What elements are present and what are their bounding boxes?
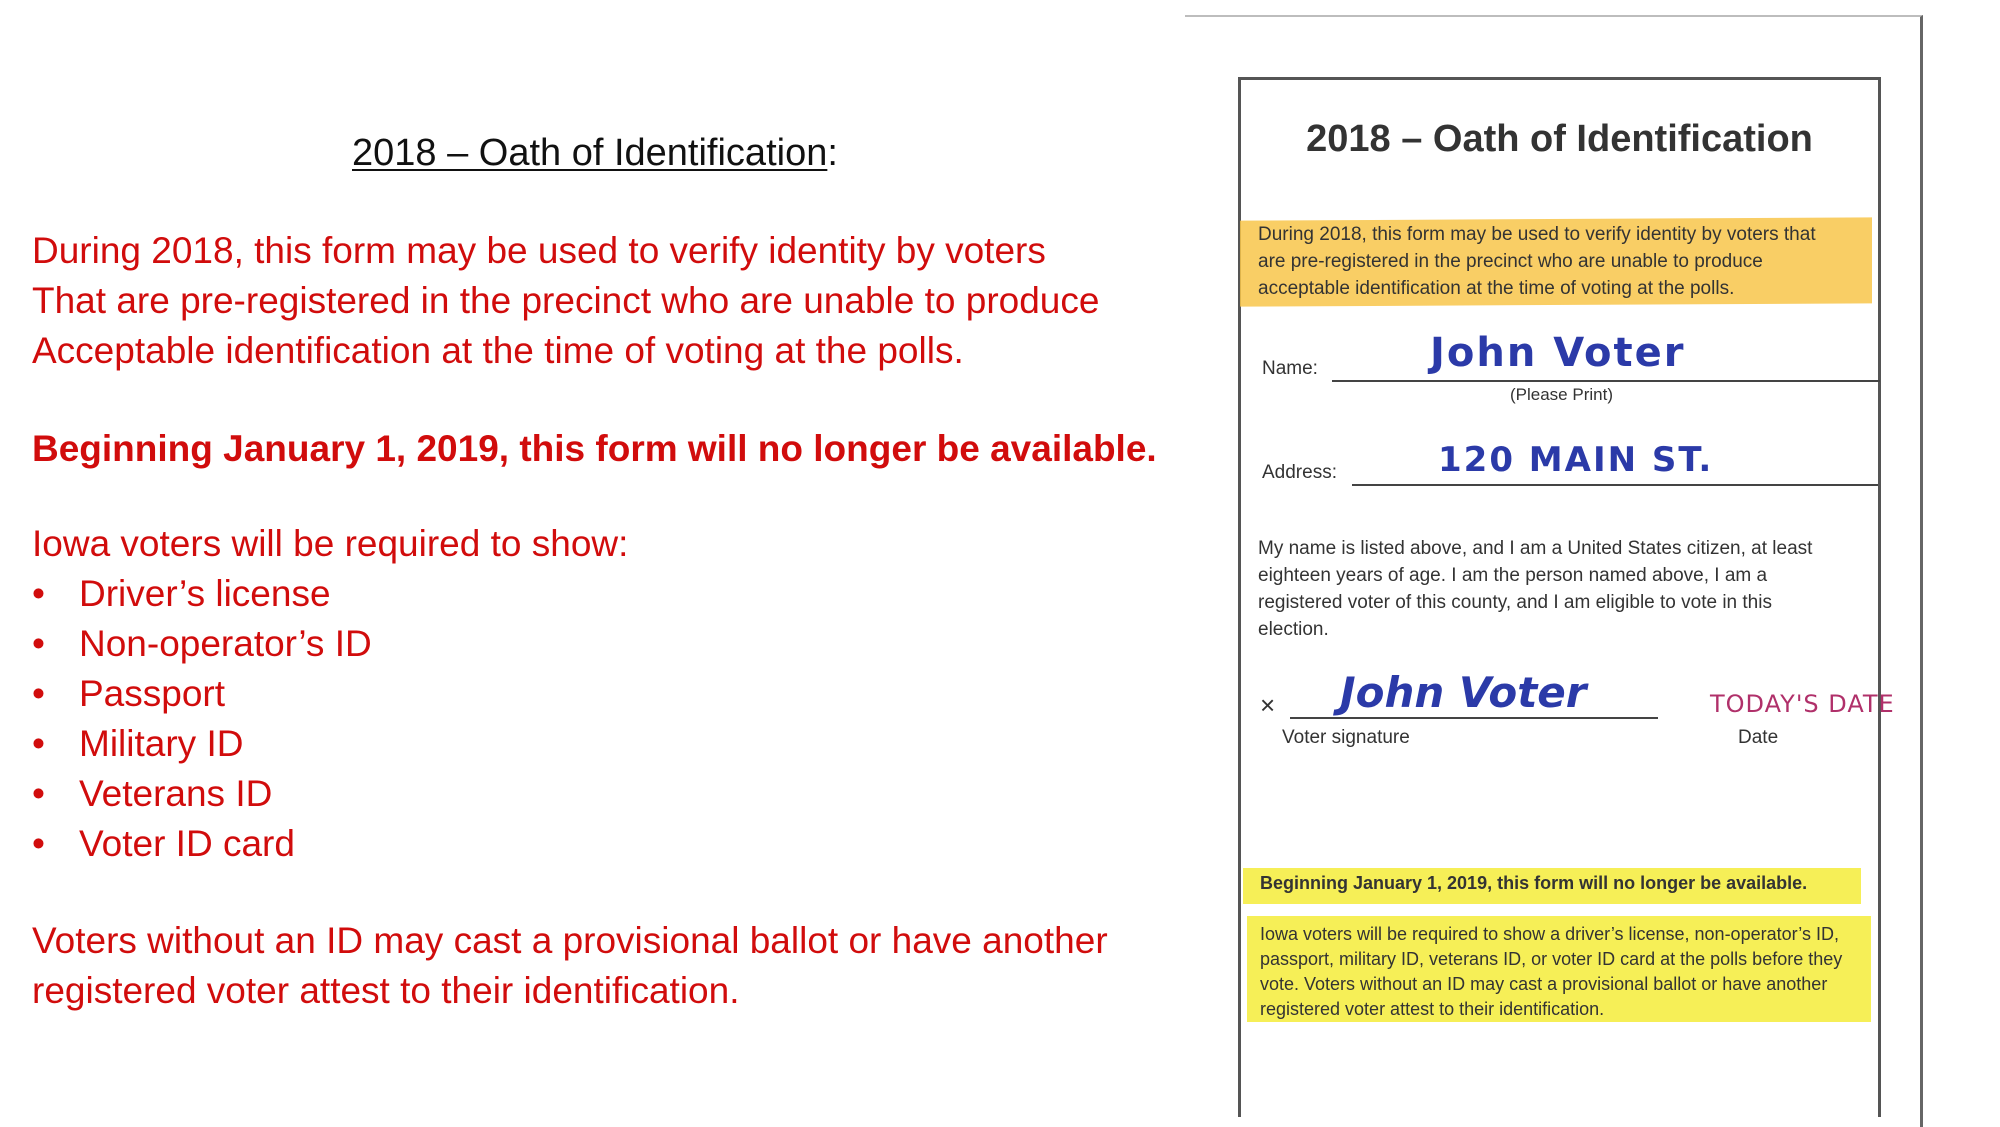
- list-item-label: Passport: [79, 673, 226, 714]
- name-label: Name:: [1262, 358, 1318, 379]
- oath-text: [1258, 535, 1878, 643]
- list-item: [32, 819, 372, 869]
- oath-line: My name is listed above, and I am a United States citizen, at least: [1258, 538, 1813, 559]
- slide-title-text: 2018 – Oath of Identification: [352, 132, 828, 174]
- list-item-label: Driver’s license: [79, 573, 331, 614]
- form-title: 2018 – Oath of Identification: [1306, 118, 1813, 160]
- oath-line: registered voter of this county, and I am eligible to vote in this: [1258, 592, 1772, 613]
- bullet-icon: •: [32, 673, 45, 714]
- form-iowa-line: Iowa voters will be required to show a driver’s license, non-operator’s ID,: [1260, 924, 1839, 944]
- date-label: Date: [1738, 727, 1779, 748]
- bullet-icon: •: [32, 623, 45, 664]
- address-line: [1352, 484, 1878, 486]
- signature-handwriting: John Voter: [1340, 668, 1587, 717]
- oath-line: eighteen years of age. I am the person named above, I am a: [1258, 565, 1768, 586]
- form-iowa-line: vote. Voters without an ID may cast a provisional ballot or have another: [1260, 974, 1828, 994]
- slide-required-heading: [32, 519, 628, 569]
- signature-x-mark: ×: [1260, 690, 1276, 720]
- oath-line: election.: [1258, 619, 1329, 640]
- name-handwriting: John Voter: [1430, 330, 1686, 376]
- list-item: [32, 569, 372, 619]
- address-handwriting: 120 MAIN ST.: [1438, 440, 1714, 480]
- form-intro-line: are pre-registered in the precinct who are unable to produce: [1258, 251, 1763, 272]
- bullet-icon: •: [32, 823, 45, 864]
- form-intro: [1258, 221, 1878, 302]
- form-iowa-line: registered voter attest to their identification.: [1260, 999, 1605, 1019]
- slide-deadline-text: Beginning January 1, 2019, this form will no longer be available.: [32, 428, 1157, 469]
- slide-closing-line: Voters without an ID may cast a provisional ballot or have another: [32, 920, 1108, 961]
- list-item: [32, 769, 372, 819]
- list-item-label: Military ID: [79, 723, 244, 764]
- form-intro-line: acceptable identification at the time of voting at the polls.: [1258, 278, 1735, 299]
- id-type-list: [32, 569, 372, 869]
- form-deadline: Beginning January 1, 2019, this form will no longer be available.: [1260, 873, 1808, 893]
- bullet-icon: •: [32, 723, 45, 764]
- name-line: [1332, 380, 1880, 382]
- list-item: [32, 619, 372, 669]
- form-iowa-line: passport, military ID, veterans ID, or voter ID card at the polls before they: [1260, 949, 1843, 969]
- slide-closing-line: registered voter attest to their identification.: [32, 970, 740, 1011]
- slide-intro-line: That are pre-registered in the precinct who are unable to produce: [32, 280, 1100, 321]
- slide-intro-line: Acceptable identification at the time of voting at the polls.: [32, 330, 964, 371]
- bullet-icon: •: [32, 573, 45, 614]
- form-intro-line: During 2018, this form may be used to verify identity by voters that: [1258, 224, 1816, 245]
- list-item-label: Non-operator’s ID: [79, 623, 372, 664]
- slide-required-heading-text: Iowa voters will be required to show:: [32, 523, 629, 564]
- slide-intro: [32, 226, 1099, 376]
- list-item-label: Voter ID card: [79, 823, 295, 864]
- slide-deadline: [32, 424, 1157, 474]
- list-item: [32, 669, 372, 719]
- bullet-icon: •: [32, 773, 45, 814]
- slide-closing: [32, 916, 1108, 1016]
- list-item: [32, 719, 372, 769]
- name-hint: (Please Print): [1510, 385, 1613, 404]
- signature-label: Voter signature: [1282, 727, 1410, 748]
- slide-title-suffix: :: [827, 132, 838, 174]
- list-item-label: Veterans ID: [79, 773, 273, 814]
- slide-intro-line: During 2018, this form may be used to verify identity by voters: [32, 230, 1046, 271]
- date-handwriting: TODAY'S DATE: [1710, 690, 1895, 718]
- slide-title: [352, 132, 838, 175]
- address-label: Address:: [1262, 462, 1337, 483]
- signature-line: [1290, 717, 1658, 719]
- form-iowa-requirements: [1260, 922, 1880, 1022]
